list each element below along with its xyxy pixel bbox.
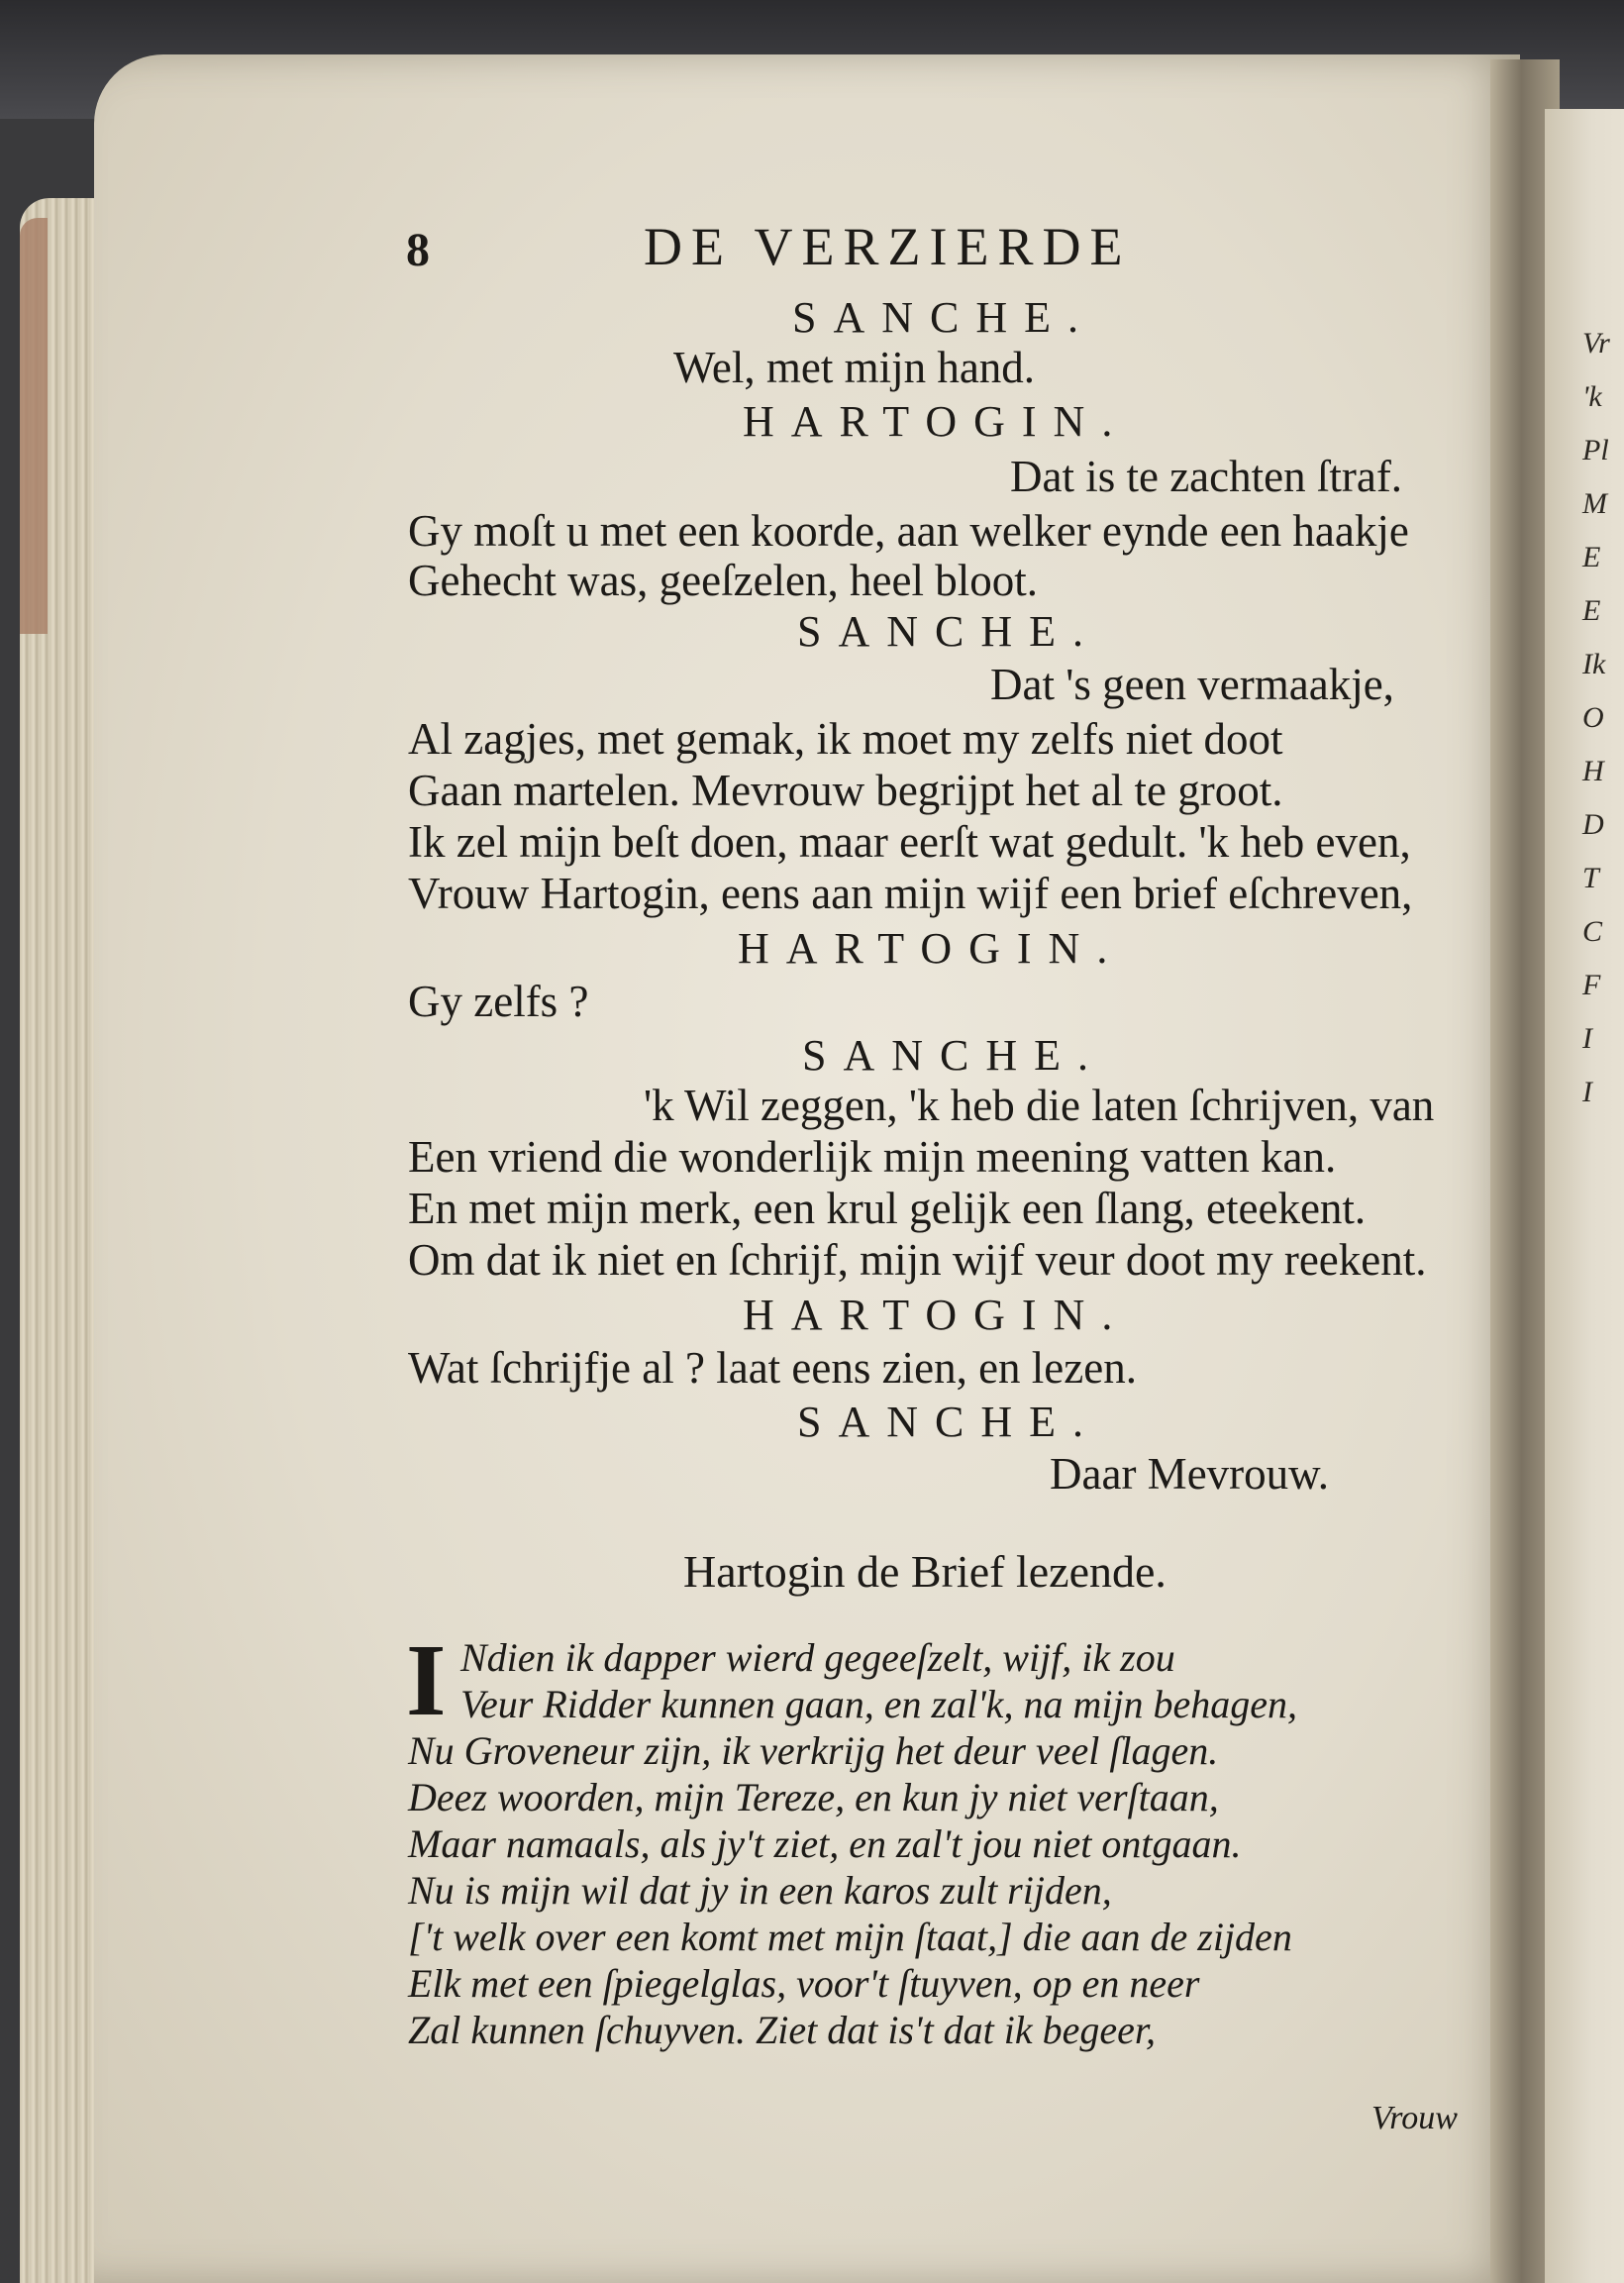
worn-edge [20,218,48,634]
facing-letter: D [1582,808,1604,841]
verse-line: Vrouw Hartogin, eens aan mijn wijf een brief eſchreven, [408,869,1413,918]
letter-line: Elk met een ſpiegelglas, voor't ſtuyven, op en neer [408,1961,1200,2006]
verse-line: Daar Mevrouw. [1050,1449,1329,1499]
facing-letter: Ik [1582,648,1606,680]
verse-line: 'k Wil zeggen, 'k heb die laten ſchrijven, van [644,1081,1435,1130]
verse-line: Gy moſt u met een koorde, aan welker eynde een haakje [408,506,1409,556]
verse-line: Dat is te zachten ſtraf. [1010,452,1403,501]
speaker-name: HARTOGIN. [743,397,1130,446]
speaker-name: SANCHE. [797,607,1101,656]
facing-letter: H [1582,755,1604,787]
facing-letter: 'k [1582,380,1602,413]
speaker-name: SANCHE. [792,293,1096,342]
facing-letter: Pl [1582,434,1609,467]
letter-line: Nu Groveneur zijn, ik verkrijg het deur veel ſlagen. [408,1728,1219,1773]
facing-letter: O [1582,701,1604,734]
verse-line: Wat ſchrijfje al ? laat eens zien, en lezen. [408,1343,1137,1393]
verse-line: Gehecht was, geeſzelen, heel bloot. [408,556,1038,605]
verse-line: Een vriend die wonderlijk mijn meening vatten kan. [408,1132,1337,1182]
facing-letter: E [1582,594,1601,627]
facing-page-text [1582,317,1622,1119]
stage-direction: Hartogin de Brief lezende. [683,1546,1167,1597]
speaker-name: SANCHE. [802,1031,1106,1080]
page-number: 8 [406,224,430,276]
letter-line: Maar namaals, als jy't ziet, en zal't jou niet ontgaan. [408,1821,1242,1866]
letter-line: Deez woorden, mijn Tereze, en kun jy niet verſtaan, [408,1775,1219,1819]
facing-letter: I [1582,1076,1592,1108]
facing-letter: C [1582,915,1603,948]
speaker-name: SANCHE. [797,1398,1101,1446]
letter-line: Zal kunnen ſchuyven. Ziet dat is't dat ik begeer, [408,2008,1157,2052]
running-head: DE VERZIERDE [644,217,1132,276]
verse-line: Wel, met mijn hand. [673,343,1036,392]
verse-line: Gaan martelen. Mevrouw begrijpt het al te groot. [408,766,1283,815]
letter-line: Ndien ik dapper wierd gegeeſzelt, wijf, ik zou [460,1635,1175,1680]
letter-line: ['t welk over een komt met mijn ſtaat,] die aan de zijden [408,1915,1292,1959]
speaker-name: HARTOGIN. [743,1291,1130,1339]
verse-line: En met mijn merk, een krul gelijk een ſlang, eteekent. [408,1184,1367,1233]
facing-letter: E [1582,541,1601,573]
facing-letter: M [1582,487,1607,520]
verse-line: Om dat ik niet en ſchrijf, mijn wijf veur doot my reekent. [408,1235,1427,1285]
letter-line: Veur Ridder kunnen gaan, en zal'k, na mijn behagen, [460,1682,1298,1726]
facing-letter: I [1582,1022,1592,1055]
facing-letter: F [1582,969,1601,1001]
verse-line: Al zagjes, met gemak, ik moet my zelfs niet doot [408,714,1283,764]
verse-line: Dat 's geen vermaakje, [990,660,1394,709]
verse-line: Gy zelfs ? [408,977,589,1026]
speaker-name: HARTOGIN. [738,924,1125,973]
verse-line: Ik zel mijn beſt doen, maar eerſt wat gedult. 'k heb even, [408,817,1411,867]
facing-letter: Vr [1582,327,1610,360]
letter-line: Nu is mijn wil dat jy in een karos zult rijden, [408,1868,1112,1913]
catchword: Vrouw [1371,2100,1458,2136]
facing-letter: T [1582,862,1599,894]
drop-cap: I [406,1623,447,1737]
